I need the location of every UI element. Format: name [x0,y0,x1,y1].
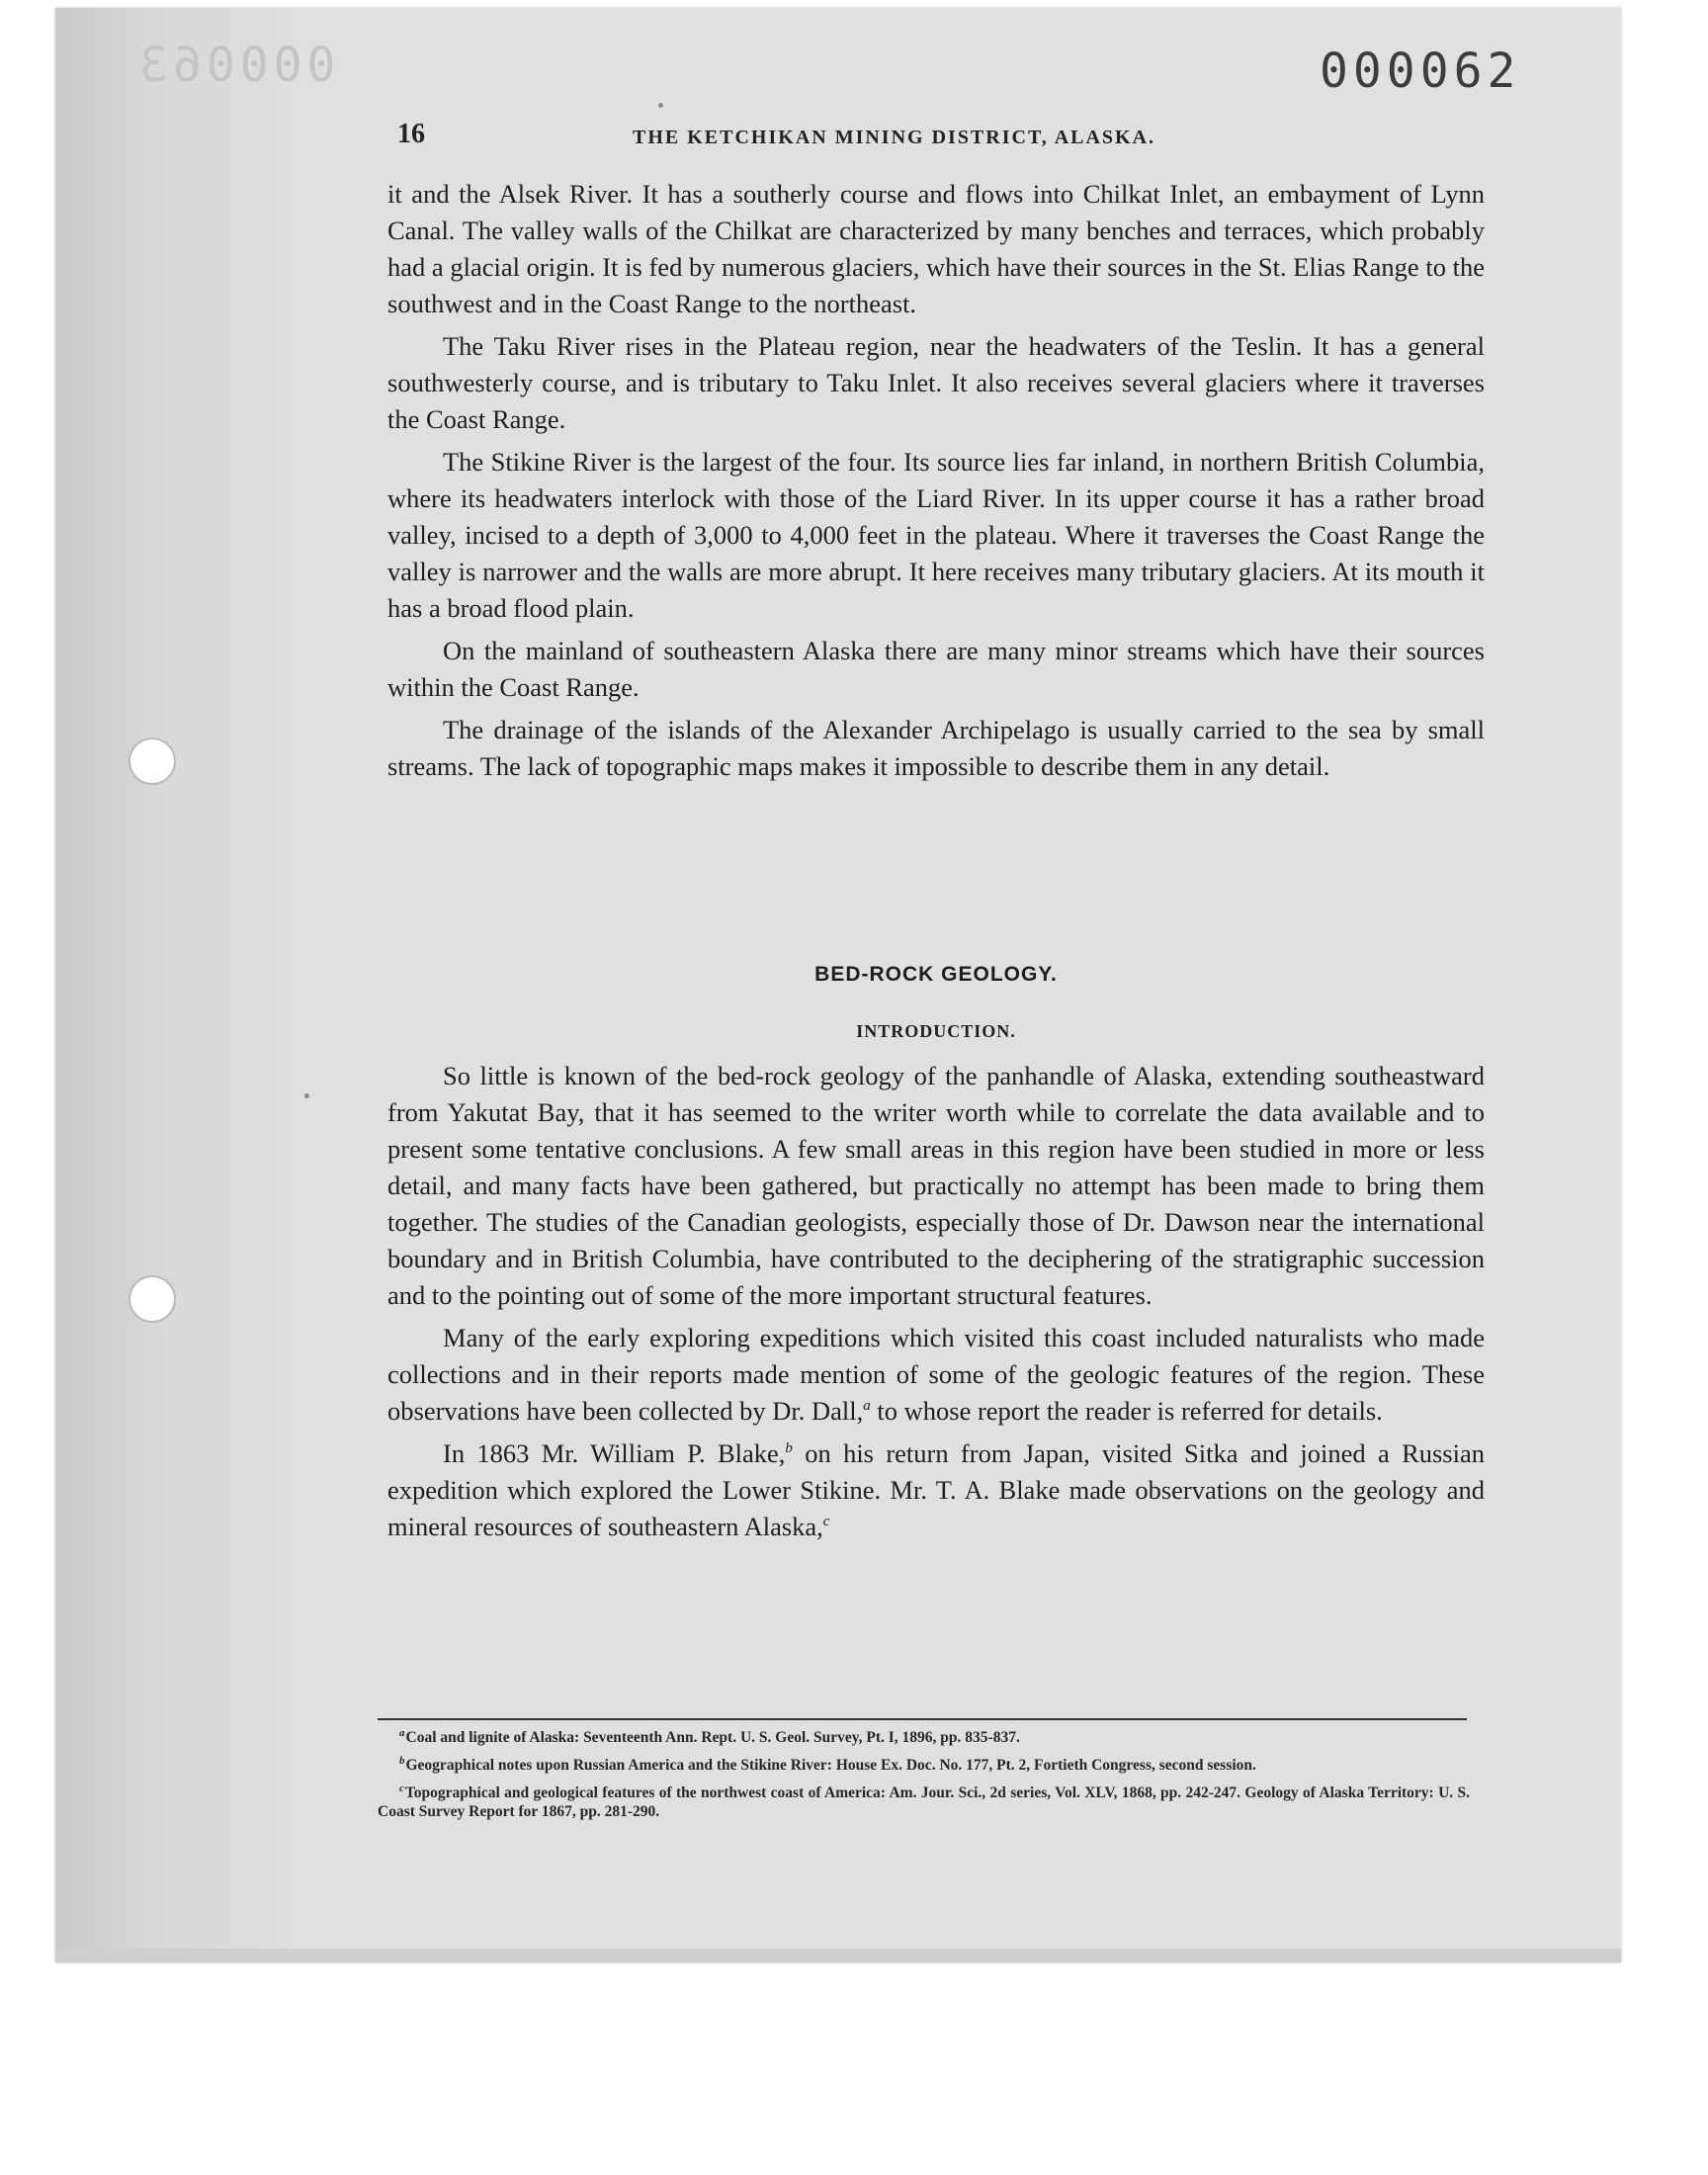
punch-hole-top [128,738,176,785]
punch-hole-bottom [128,1275,176,1323]
section-heading: BED-ROCK GEOLOGY. [814,963,1058,986]
footnote-ref-c: c [822,1514,830,1530]
footnote-a [378,1724,1470,1747]
dust-speck [304,1093,309,1098]
paragraph-stikine: The Stikine River is the largest of the four. Its source lies far inland, in northern British Columbia, where its headwaters interlock with those of the Liard River. In its upper course it has a rather broad valley, incised to a depth of 3,000 to 4,000 feet in the plateau. Where it traverses the Coast Range the valley is narrower and the walls are more abrupt. It here receives many tributary glaciers. At its mouth it has a broad flood plain. [387,447,1485,623]
paragraph-minor-streams: On the mainland of southeastern Alaska there are many minor streams which have their sources within the Coast Range. [387,636,1485,702]
footnote-text: Coal and lignite of Alaska: Seventeenth Ann. Rept. U. S. Geol. Survey, Pt. I, 1896, pp. 835-837. [405,1729,1020,1747]
footnote-divider [378,1718,1467,1720]
footnote-text: Geographical notes upon Russian America and the Stikine River: House Ex. Doc. No. 177, Pt. 2, Fortieth Congress, second session. [405,1757,1256,1775]
running-head: THE KETCHIKAN MINING DISTRICT, ALASKA. [633,127,1156,148]
scan-bottom-edge [55,1949,1621,1962]
faint-mirrored-stamp: 000063 [134,38,336,93]
footnote-b [378,1752,1470,1775]
paragraph-text: to whose report the reader is referred for details. [870,1396,1383,1426]
paragraph-text: on his return from Japan, visited Sitka and joined a Russian expedition which explored the Lower Stikine. Mr. T. A. Blake made observations on the geology and mineral resources of southeastern Alaska, [387,1438,1485,1541]
footnote-c [378,1780,1470,1821]
paragraph-blake [387,1436,1485,1545]
paragraph-text: Many of the early exploring expeditions which visited this coast included naturalists who made collections and in their reports made mention of some of the geologic features of the region. These observations have been collected by Dr. Dall, [387,1323,1485,1426]
paragraph-introduction: So little is known of the bed-rock geology of the panhandle of Alaska, extending southeastward from Yakutat Bay, that it has seemed to the writer worth while to correlate the data available and to present some tentative conclusions. A few small areas in this region have been studied in more or less detail, and many facts have been gathered, but practically no attempt has been made to bring them together. The studies of the Canadian geologists, especially those of Dr. Dawson near the international boundary and in British Columbia, have contributed to the deciphering of the stratigraphic succession and to the pointing out of some of the more important structural features. [387,1061,1485,1310]
page-number: 16 [397,119,425,149]
footnotes [378,1724,1470,1826]
paragraph-taku: The Taku River rises in the Plateau region, near the headwaters of the Teslin. It has a general southwesterly course, and is tributary to Taku Inlet. It also receives several glaciers where it traverses the Coast Range. [387,331,1485,434]
footnote-mark: c [399,1783,404,1795]
bates-number-stamp: 000062 [1320,44,1521,99]
paragraph-expeditions [387,1320,1485,1430]
footnote-mark: a [399,1727,405,1739]
dust-speck [658,103,663,108]
footnote-text: Topographical and geological features of the northwest coast of America: Am. Jour. Sci., 2d series, Vol. XLV, 1868, pp. 242-247. Geology of Alaska Territory: U. S. Coast Survey Report for 1867, pp. 281-290. [378,1784,1470,1821]
scan-margin-strip [55,8,293,1962]
footnote-mark: b [399,1755,405,1768]
body-text-intro [387,1058,1485,1551]
section-subheading: INTRODUCTION. [856,1021,1016,1041]
body-text-top [387,176,1485,791]
footnote-ref-b: b [785,1440,793,1457]
paragraph-text: In 1863 Mr. William P. Blake, [443,1438,786,1468]
paragraph-chilkat: it and the Alsek River. It has a southerly course and flows into Chilkat Inlet, an embayment of Lynn Canal. The valley walls of the Chilkat are characterized by many benches and terraces, which probably had a glacial origin. It is fed by numerous glaciers, which have their sources in the St. Elias Range to the southwest and in the Coast Range to the northeast. [387,179,1485,318]
paragraph-archipelago: The drainage of the islands of the Alexander Archipelago is usually carried to the sea by small streams. The lack of topographic maps makes it impossible to describe them in any detail. [387,715,1485,781]
footnote-ref-a: a [863,1398,871,1415]
